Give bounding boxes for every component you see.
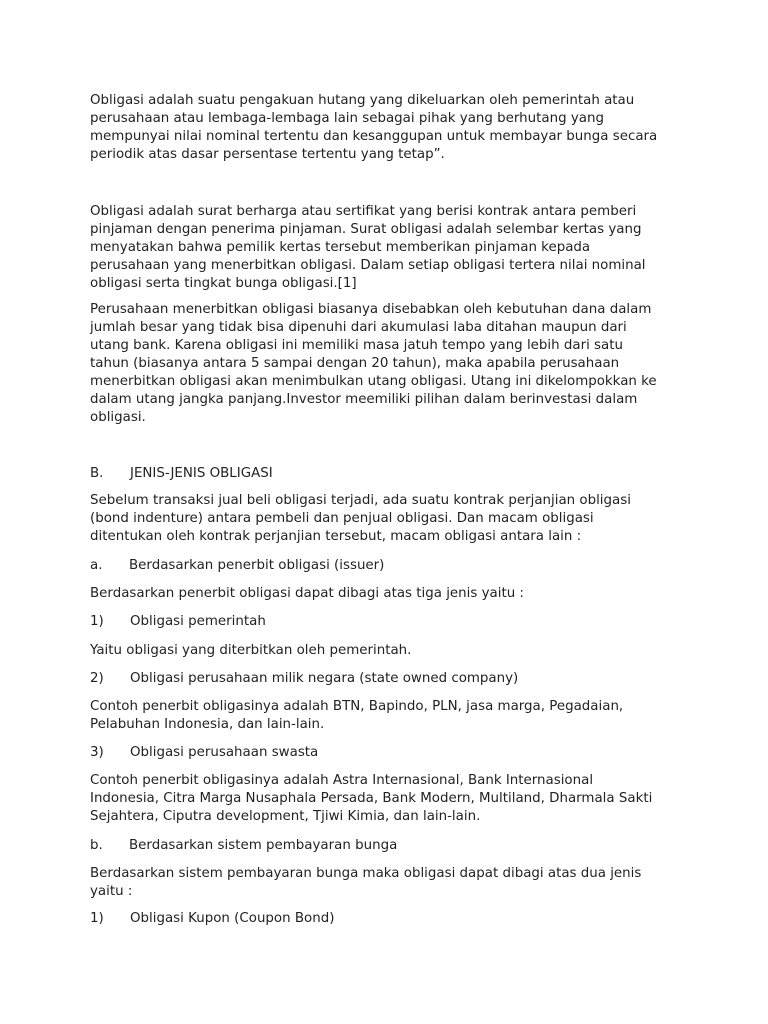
text-line: yaitu : <box>90 884 133 899</box>
text-line: menyatakan bahwa pemilik kertas tersebut memberikan pinjaman kepada <box>90 240 591 255</box>
paragraph-definition-2 <box>90 203 690 293</box>
text-line: Berdasarkan sistem pembayaran bunga maka obligasi dapat dibagi atas dua jenis <box>90 866 642 881</box>
text-line: ditentukan oleh kontrak perjanjian tersebut, macam obligasi antara lain : <box>90 529 582 544</box>
list-text: JENIS-JENIS OBLIGASI <box>130 466 273 481</box>
text-line: Yaitu obligasi yang diterbitkan oleh pemerintah. <box>90 643 412 658</box>
text-line: perusahaan atau lembaga-lembaga lain sebagai pihak yang berhutang yang <box>90 111 604 126</box>
text-line: Pelabuhan Indonesia, dan lain-lain. <box>90 717 325 732</box>
paragraph-issuance-reason <box>90 301 690 427</box>
text-line: Obligasi adalah surat berharga atau sertifikat yang berisi kontrak antara pemberi <box>90 204 637 219</box>
section-heading <box>90 465 273 483</box>
list-text: Obligasi perusahaan swasta <box>130 745 319 760</box>
text-line: Obligasi adalah suatu pengakuan hutang yang dikeluarkan oleh pemerintah atau <box>90 93 635 108</box>
list-text: Obligasi pemerintah <box>130 614 266 629</box>
text-line: (bond indenture) antara pembeli dan penjual obligasi. Dan macam obligasi <box>90 511 594 526</box>
list-number: 3) <box>90 745 104 760</box>
list-number: b. <box>90 838 103 853</box>
text-line: perusahaan yang menerbitkan obligasi. Dalam setiap obligasi tertera nilai nominal <box>90 258 646 273</box>
text-line: utang bank. Karena obligasi ini memiliki masa jatuh tempo yang lebih dari satu <box>90 338 623 353</box>
text-line: Berdasarkan penerbit obligasi dapat dibagi atas tiga jenis yaitu : <box>90 586 524 601</box>
paragraph-government <box>90 642 690 660</box>
list-number: B. <box>90 466 104 481</box>
paragraph-interest-system <box>90 865 690 901</box>
list-number: 1) <box>90 614 104 629</box>
text-line: Sejahtera, Ciputra development, Tjiwi Kimia, dan lain-lain. <box>90 809 481 824</box>
paragraph-state-owned-examples <box>90 698 690 734</box>
paragraph-issuer-types <box>90 585 690 603</box>
text-line: menerbitkan obligasi akan menimbulkan utang obligasi. Utang ini dikelompokkan ke <box>90 374 657 389</box>
text-line: Contoh penerbit obligasinya adalah BTN, Bapindo, PLN, jasa marga, Pegadaian, <box>90 699 624 714</box>
text-line: mempunyai nilai nominal tertentu dan kesanggupan untuk membayar bunga secara <box>90 129 658 144</box>
list-item-1 <box>90 613 266 631</box>
text-line: periodik atas dasar persentase tertentu yang tetap”. <box>90 147 445 162</box>
list-number: a. <box>90 558 103 573</box>
text-line: Contoh penerbit obligasinya adalah Astra Internasional, Bank Internasional <box>90 773 594 788</box>
text-line: pinjaman dengan penerima pinjaman. Surat obligasi adalah selembar kertas yang <box>90 222 642 237</box>
text-line: tahun (biasanya antara 5 sampai dengan 20 tahun), maka apabila perusahaan <box>90 356 620 371</box>
list-item-coupon <box>90 910 334 928</box>
list-item-a <box>90 557 384 575</box>
text-line: Indonesia, Citra Marga Nusaphala Persada, Bank Modern, Multiland, Dharmala Sakti <box>90 791 653 806</box>
text-line: dalam utang jangka panjang.Investor meemiliki pilihan dalam berinvestasi dalam <box>90 392 638 407</box>
list-text: Obligasi Kupon (Coupon Bond) <box>130 911 335 926</box>
list-text: Berdasarkan penerbit obligasi (issuer) <box>129 558 385 573</box>
list-item-3 <box>90 744 318 762</box>
text-line: jumlah besar yang tidak bisa dipenuhi dari akumulasi laba ditahan maupun dari <box>90 320 627 335</box>
text-line: Sebelum transaksi jual beli obligasi terjadi, ada suatu kontrak perjanjian obligasi <box>90 493 631 508</box>
list-number: 1) <box>90 911 104 926</box>
text-line: obligasi serta tingkat bunga obligasi.[1] <box>90 276 357 291</box>
paragraph-definition-1 <box>90 92 690 164</box>
list-text: Obligasi perusahaan milik negara (state owned company) <box>130 671 519 686</box>
paragraph-private-examples <box>90 772 690 826</box>
paragraph-contract <box>90 492 690 546</box>
text-line: Perusahaan menerbitkan obligasi biasanya disebabkan oleh kebutuhan dana dalam <box>90 302 652 317</box>
list-number: 2) <box>90 671 104 686</box>
list-item-b <box>90 837 397 855</box>
list-text: Berdasarkan sistem pembayaran bunga <box>129 838 398 853</box>
list-item-2 <box>90 670 518 688</box>
text-line: obligasi. <box>90 410 146 425</box>
